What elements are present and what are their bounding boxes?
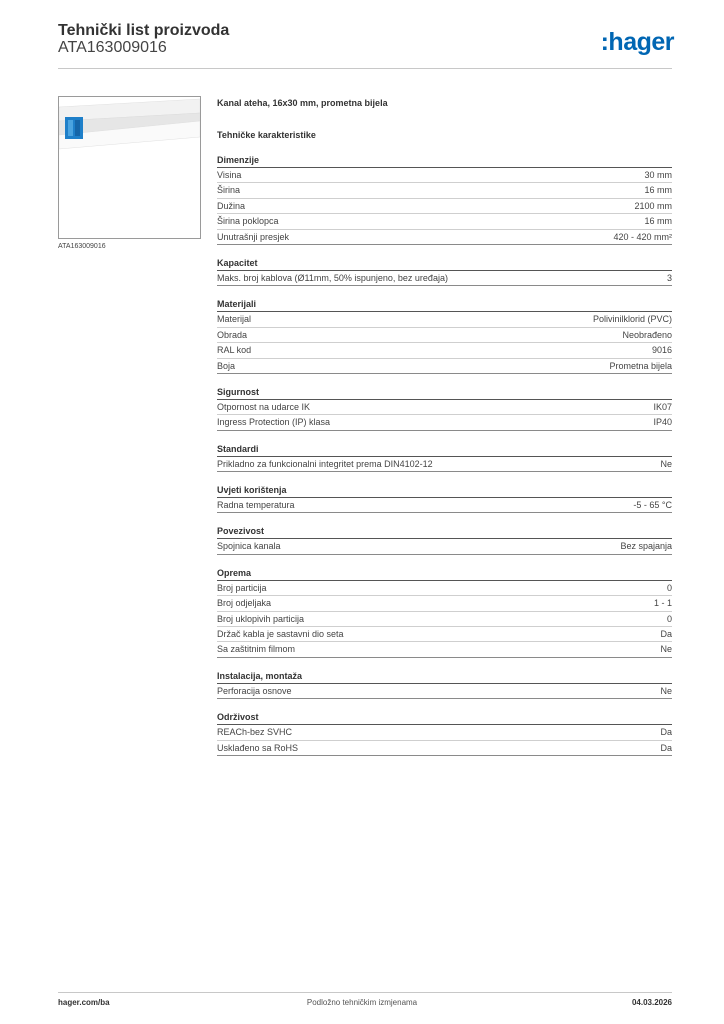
group-title: Materijali: [217, 297, 672, 312]
spec-value: Ne: [660, 458, 672, 469]
spec-label: Materijal: [217, 314, 252, 325]
group-title: Standardi: [217, 442, 672, 457]
spec-row: [217, 539, 672, 554]
spec-label: Dužina: [217, 200, 246, 211]
spec-label: Usklađeno sa RoHS: [217, 742, 299, 753]
spec-value: 30 mm: [644, 170, 672, 180]
spec-row: [217, 271, 672, 286]
header-divider: [58, 68, 672, 69]
group-title: Sigurnost: [217, 385, 672, 400]
spec-label: Držač kabla je sastavni dio seta: [217, 629, 344, 640]
spec-row: [217, 627, 672, 642]
spec-label: Broj odjeljaka: [217, 598, 272, 609]
spec-label: Radna temperatura: [217, 500, 295, 511]
footer-note: Podložno tehničkim izmjenama: [306, 998, 418, 1007]
cable-duct-icon: [59, 97, 200, 238]
spec-row: [217, 312, 672, 327]
spec-row: [217, 725, 672, 740]
spec-group: [217, 153, 672, 245]
group-title: Održivost: [217, 710, 672, 725]
group-title: Kapacitet: [217, 256, 672, 271]
hager-logo: :hager: [600, 28, 674, 56]
spec-row: [217, 199, 672, 214]
spec-group: [217, 297, 672, 374]
spec-group: [217, 566, 672, 658]
spec-label: Obrada: [217, 329, 248, 340]
product-code: ATA163009016: [58, 39, 167, 56]
spec-value: IP40: [653, 417, 672, 428]
spec-value: -5 - 65 °C: [633, 500, 672, 511]
spec-group: [217, 442, 672, 472]
group-title: Povezivost: [217, 524, 672, 539]
footer-website: hager.com/ba: [58, 998, 110, 1007]
spec-value: Bez spajanja: [620, 541, 672, 552]
group-title: Oprema: [217, 566, 672, 581]
spec-label: REACh-bez SVHC: [217, 727, 293, 738]
spec-value: 0: [666, 613, 672, 624]
product-name: Kanal ateha, 16x30 mm, prometna bijela: [217, 98, 388, 108]
specifications: [217, 96, 672, 756]
spec-groups: [217, 153, 672, 756]
spec-value: 420 - 420 mm²: [613, 231, 672, 242]
spec-value: Polivinilklorid (PVC): [592, 314, 672, 325]
spec-row: [217, 168, 672, 183]
spec-row: [217, 343, 672, 358]
spec-label: Unutrašnji presjek: [217, 231, 290, 242]
product-image: [58, 96, 201, 239]
spec-value: Prometna bijela: [609, 360, 672, 371]
spec-label: Broj uklopivih particija: [217, 613, 305, 624]
spec-row: [217, 359, 672, 374]
section-heading: Tehničke karakteristike: [217, 130, 316, 140]
spec-group: [217, 669, 672, 699]
spec-value: Ne: [660, 644, 672, 655]
spec-label: Maks. broj kablova (Ø11mm, 50% ispunjeno, bez uređaja): [217, 272, 448, 283]
spec-row: [217, 214, 672, 229]
spec-label: Širina poklopca: [217, 216, 279, 227]
spec-group: [217, 385, 672, 431]
group-title: Uvjeti korištenja: [217, 483, 672, 498]
spec-row: [217, 741, 672, 756]
spec-value: 2100 mm: [634, 200, 672, 211]
image-caption: ATA163009016: [58, 243, 106, 250]
spec-row: [217, 498, 672, 513]
spec-label: Ingress Protection (IP) klasa: [217, 417, 331, 428]
spec-value: Da: [660, 629, 672, 640]
footer-date: 04.03.2026: [631, 998, 672, 1007]
spec-value: 16 mm: [644, 185, 672, 196]
spec-label: Prikladno za funkcionalni integritet prema DIN4102-12: [217, 458, 433, 469]
spec-row: [217, 642, 672, 657]
spec-row: [217, 581, 672, 596]
spec-value: 9016: [651, 345, 672, 356]
spec-label: Spojnica kanala: [217, 541, 281, 552]
spec-row: [217, 183, 672, 198]
group-title: Dimenzije: [217, 153, 672, 168]
spec-value: IK07: [653, 401, 672, 412]
spec-value: 0: [666, 582, 672, 593]
spec-value: 3: [666, 272, 672, 283]
spec-label: Otpornost na udarce IK: [217, 401, 311, 412]
spec-group: [217, 256, 672, 286]
spec-group: [217, 524, 672, 554]
spec-value: Ne: [660, 685, 672, 696]
spec-row: [217, 457, 672, 472]
spec-label: Perforacija osnove: [217, 685, 292, 696]
spec-label: Broj particija: [217, 582, 267, 593]
spec-value: 16 mm: [644, 216, 672, 227]
spec-row: [217, 400, 672, 415]
spec-label: Boja: [217, 360, 236, 371]
spec-group: [217, 483, 672, 513]
spec-value: Neobrađeno: [622, 329, 672, 340]
spec-label: Sa zaštitnim filmom: [217, 644, 296, 655]
spec-label: Širina: [217, 185, 241, 196]
spec-value: Da: [660, 727, 672, 738]
spec-row: [217, 328, 672, 343]
spec-label: RAL kod: [217, 345, 252, 356]
spec-row: [217, 596, 672, 611]
spec-row: [217, 684, 672, 699]
footer-divider: [58, 992, 672, 993]
spec-row: [217, 415, 672, 430]
spec-value: Da: [660, 742, 672, 753]
spec-group: [217, 710, 672, 756]
spec-row: [217, 230, 672, 245]
group-title: Instalacija, montaža: [217, 669, 672, 684]
spec-label: Visina: [217, 170, 242, 180]
page-title: Tehnički list proizvoda: [58, 22, 230, 39]
spec-value: 1 - 1: [653, 598, 672, 609]
spec-row: [217, 612, 672, 627]
